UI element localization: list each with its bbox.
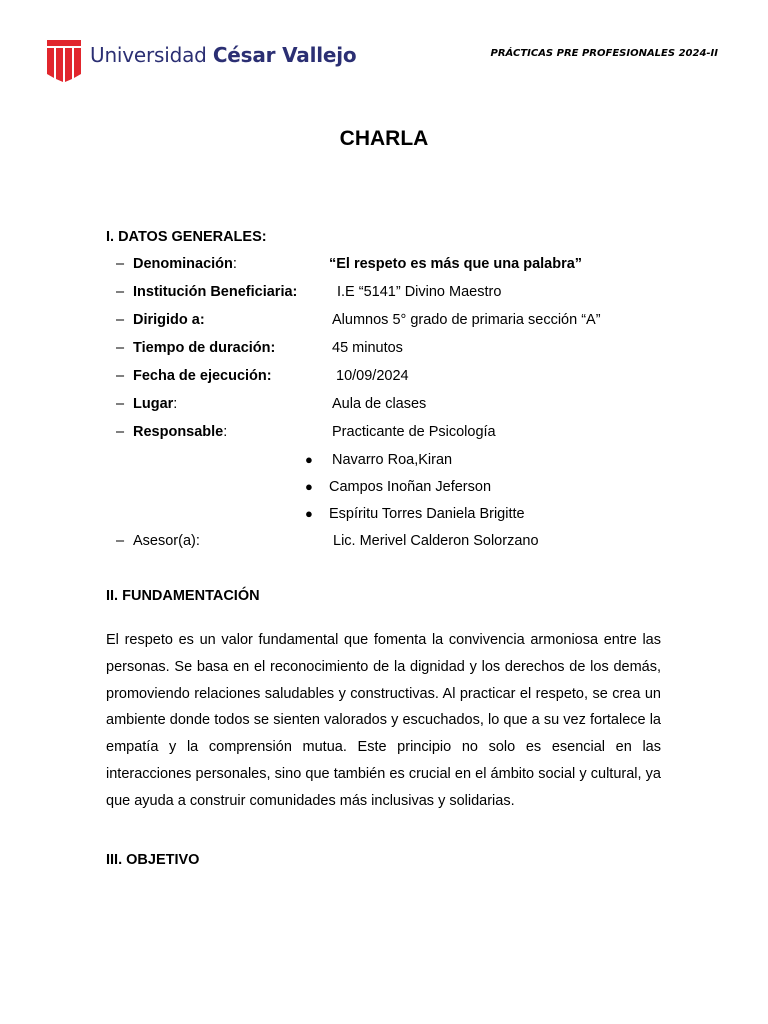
row-label: Responsable: [133, 424, 228, 440]
row-value: 10/09/2024 [336, 368, 409, 384]
row-label: Institución Beneficiaria: [133, 284, 298, 300]
row-dirigido: ‒ Dirigido a: Alumnos 5° grado de primaria sección “A” [116, 312, 601, 328]
fundamentacion-paragraph: El respeto es un valor fundamental que fomenta la convivencia armoniosa entre las personas. Se basa en el reconocimiento de la dignidad y los derechos de los demás, promoviendo relaciones saludables y constructivas. Al practicar el respeto, se crea un ambiente donde todos se sienten valorados y escuchados, lo que a su vez fortalece la empatía y la comprensión mutua. Este principio no solo es esencial en las interacciones personales, sino que también es crucial en el ámbito social y cultural, ya que ayuda a construir comunidades más inclusivas y solidarias. [106, 632, 661, 809]
row-label: Tiempo de duración: [133, 340, 276, 356]
row-institucion: ‒ Institución Beneficiaria: I.E “5141” Divino Maestro [116, 284, 502, 300]
section-datos-generales-heading: I. DATOS GENERALES: [106, 229, 267, 245]
row-value: Alumnos 5° grado de primaria sección “A” [332, 312, 601, 328]
row-label: Denominación: [133, 256, 237, 272]
responsable-item: ● Navarro Roa,Kiran [305, 452, 453, 468]
row-value: Aula de clases [332, 396, 427, 412]
page-header [0, 0, 768, 90]
row-denominacion: ‒ Denominación: “El respeto es más que una palabra” [116, 256, 583, 272]
row-value: I.E “5141” Divino Maestro [337, 284, 502, 300]
bullet-icon: ● [305, 452, 313, 467]
document-title: CHARLA [339, 127, 429, 150]
row-label: Fecha de ejecución: [133, 368, 272, 384]
university-logo-icon [47, 40, 81, 82]
row-value: 45 minutos [332, 340, 403, 356]
bullet-icon: ● [305, 506, 313, 521]
row-label: Asesor(a): [133, 533, 200, 549]
section-fundamentacion-heading: II. FUNDAMENTACIÓN [106, 588, 260, 604]
header-practicas-label: PRÁCTICAS PRE PROFESIONALES 2024-II [490, 48, 718, 59]
section-objetivo-heading: III. OBJETIVO [106, 852, 200, 868]
row-lugar: ‒ Lugar: Aula de clases [116, 396, 427, 412]
row-value: Lic. Merivel Calderon Solorzano [333, 533, 539, 549]
row-label: Dirigido a: [133, 312, 205, 328]
row-tiempo: ‒ Tiempo de duración: 45 minutos [116, 340, 403, 356]
responsable-item: ● Espíritu Torres Daniela Brigitte [305, 506, 525, 522]
row-value: “El respeto es más que una palabra” [329, 256, 583, 272]
responsable-item: ● Campos Inoñan Jeferson [305, 479, 492, 495]
row-fecha: ‒ Fecha de ejecución: 10/09/2024 [116, 368, 409, 384]
university-name: Universidad César Vallejo [90, 43, 357, 67]
row-value: Practicante de Psicología [332, 424, 496, 440]
row-asesor: ‒ Asesor(a): Lic. Merivel Calderon Solorzano [116, 533, 539, 549]
bullet-icon: ● [305, 479, 313, 494]
row-responsable: ‒ Responsable: Practicante de Psicología [116, 424, 496, 440]
row-label: Lugar: [133, 396, 178, 412]
